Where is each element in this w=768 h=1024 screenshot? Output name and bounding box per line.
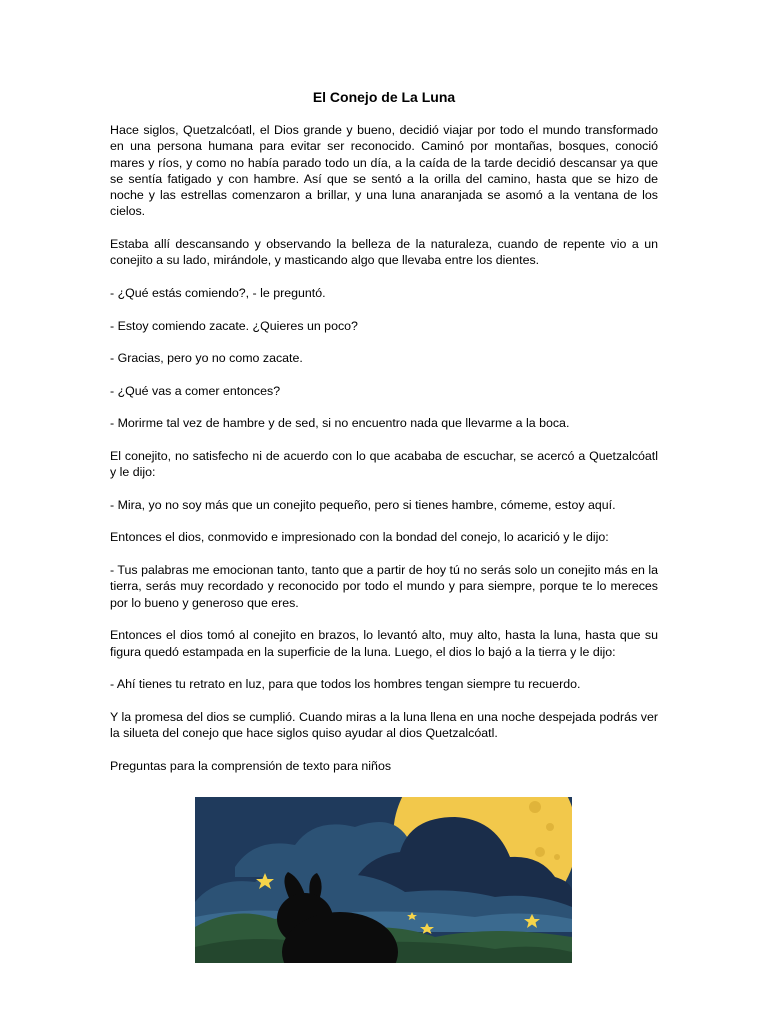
dialogue-line: - Mira, yo no soy más que un conejito pequeño, pero si tienes hambre, cómeme, estoy aquí.	[110, 497, 616, 512]
document-body	[110, 122, 658, 790]
dialogue-line: - ¿Qué estás comiendo?, - le preguntó.	[110, 285, 326, 300]
paragraph: Entonces el dios tomó al conejito en brazos, lo levantó alto, muy alto, hasta la luna, hasta que su figura quedó estampada en la superficie de la luna. Luego, el dios lo bajó a la tierra y le dijo:	[110, 628, 658, 659]
paragraph: El conejito, no satisfecho ni de acuerdo con lo que acababa de escuchar, se acercó a Quetzalcóatl y le dijo:	[110, 448, 658, 480]
dialogue-line: - Tus palabras me emocionan tanto, tanto que a partir de hoy tú no serás solo un conejito más en la tierra, serás muy recordado y reconocido por todo el mundo y para siempre, porque te lo mereces por lo bueno y generoso que eres.	[110, 563, 658, 610]
document-title: El Conejo de La Luna	[312, 89, 456, 105]
moon-rabbit-illustration	[195, 797, 572, 963]
dialogue-line: - Estoy comiendo zacate. ¿Quieres un poco?	[110, 318, 358, 333]
paragraph: Estaba allí descansando y observando la belleza de la naturaleza, cuando de repente vio a un conejito a su lado, mirándole, y masticando algo que llevaba entre los dientes.	[110, 237, 658, 268]
dialogue-line: - Ahí tienes tu retrato en luz, para que todos los hombres tengan siempre tu recuerdo.	[110, 677, 581, 692]
dialogue-line: - Gracias, pero yo no como zacate.	[110, 351, 303, 366]
paragraph: Y la promesa del dios se cumplió. Cuando miras a la luna llena en una noche despejada podrás ver la silueta del conejo que hace siglos quiso ayudar al dios Quetzalcóatl.	[110, 709, 658, 740]
paragraph: Entonces el dios, conmovido e impresionado con la bondad del conejo, lo acarició y le dijo:	[110, 530, 609, 545]
section-heading: Preguntas para la comprensión de texto para niños	[110, 758, 392, 773]
paragraph: Hace siglos, Quetzalcóatl, el Dios grande y bueno, decidió viajar por todo el mundo transformado en una persona humana para evitar ser reconocido. Caminó por montañas, bosques, conoció mares y ríos, y como no había parado todo un día, a la caída de la tarde decidió descansar ya que se sentía fatigado y con hambre. Así que se sentó a la orilla del camino, hasta que se hizo de noche y las estrellas comenzaron a brillar, y una luna anaranjada se asomó a la ventana de los cielos.	[110, 123, 658, 219]
night-scene-image	[195, 797, 572, 963]
dialogue-line: - ¿Qué vas a comer entonces?	[110, 383, 281, 398]
dialogue-line: - Morirme tal vez de hambre y de sed, si no encuentro nada que llevarme a la boca.	[110, 416, 570, 431]
